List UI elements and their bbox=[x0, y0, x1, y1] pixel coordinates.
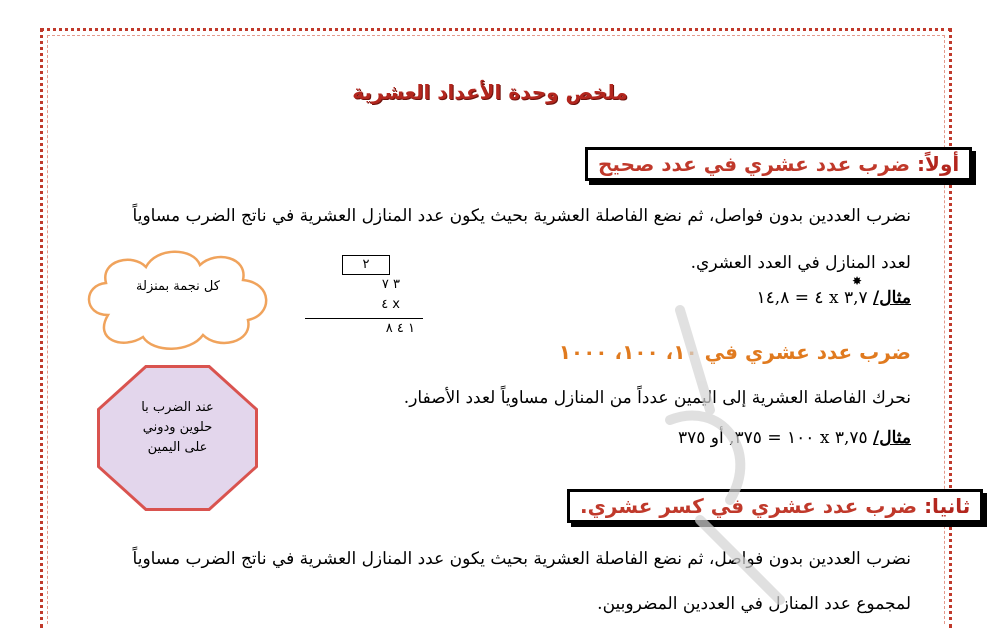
octagon-line-1: عند الضرب با bbox=[141, 400, 214, 415]
section3-prefix: ثانيا: bbox=[924, 494, 971, 518]
section1-line2: لعدد المنازل في العدد العشري. bbox=[690, 253, 911, 273]
section1-heading: ضرب عدد عشري في عدد صحيح bbox=[598, 152, 911, 176]
work-divider bbox=[305, 318, 423, 319]
section3-line2: لمجموع عدد المنازل في العددين المضروبين. bbox=[597, 594, 911, 614]
section2-heading: ضرب عدد عشري في ١٠، ١٠٠، ١٠٠٠ bbox=[558, 340, 911, 364]
octagon-text bbox=[110, 398, 245, 458]
example-equation: ٣,٧ x ٤ = ١٤,٨ bbox=[756, 288, 868, 308]
work-row-2: ٤ x bbox=[381, 297, 412, 312]
section3-heading: ضرب عدد عشري في كسر عشري. bbox=[580, 494, 918, 518]
document-title: ملخص وحدة الأعداد العشرية bbox=[352, 80, 628, 104]
star-icon: ✸ bbox=[852, 274, 863, 288]
section1-prefix: أولاً: bbox=[917, 152, 960, 176]
cloud-text: كل نجمة بمنزلة bbox=[136, 279, 220, 294]
section2-line1: نحرك الفاصلة العشرية إلى اليمين عدداً من المنازل مساوياً لعدد الأصفار. bbox=[403, 388, 911, 408]
section2-example bbox=[678, 428, 911, 448]
example-label-2: مثال/ bbox=[873, 428, 911, 448]
section1-line1: نضرب العددين بدون فواصل، ثم نضع الفاصلة العشرية بحيث يكون عدد المنازل العشرية في ناتج الضرب مساوياً bbox=[132, 206, 911, 226]
cloud-shape-icon bbox=[78, 245, 278, 355]
work-result: ١ ٤ ٨ bbox=[385, 321, 415, 336]
octagon-line-2: حلوين ودوني bbox=[142, 420, 213, 435]
multiplication-work bbox=[300, 255, 430, 340]
carry-digit: ٢ bbox=[342, 255, 390, 275]
example-label: مثال/ bbox=[873, 288, 911, 308]
section3-heading-box bbox=[567, 489, 983, 523]
section1-example bbox=[757, 288, 911, 308]
cloud-callout bbox=[78, 245, 278, 355]
example-equation-2: ٣,٧٥ x ١٠٠ = ٣٧٥, أو ٣٧٥ bbox=[677, 428, 868, 448]
section3-line1: نضرب العددين بدون فواصل، ثم نضع الفاصلة العشرية بحيث يكون عدد المنازل العشرية في ناتج الضرب مساوياً bbox=[132, 549, 911, 569]
work-row-1: ٣ ٧ bbox=[381, 277, 400, 292]
section1-heading-box bbox=[585, 147, 972, 181]
octagon-line-3: على اليمين bbox=[147, 440, 208, 455]
